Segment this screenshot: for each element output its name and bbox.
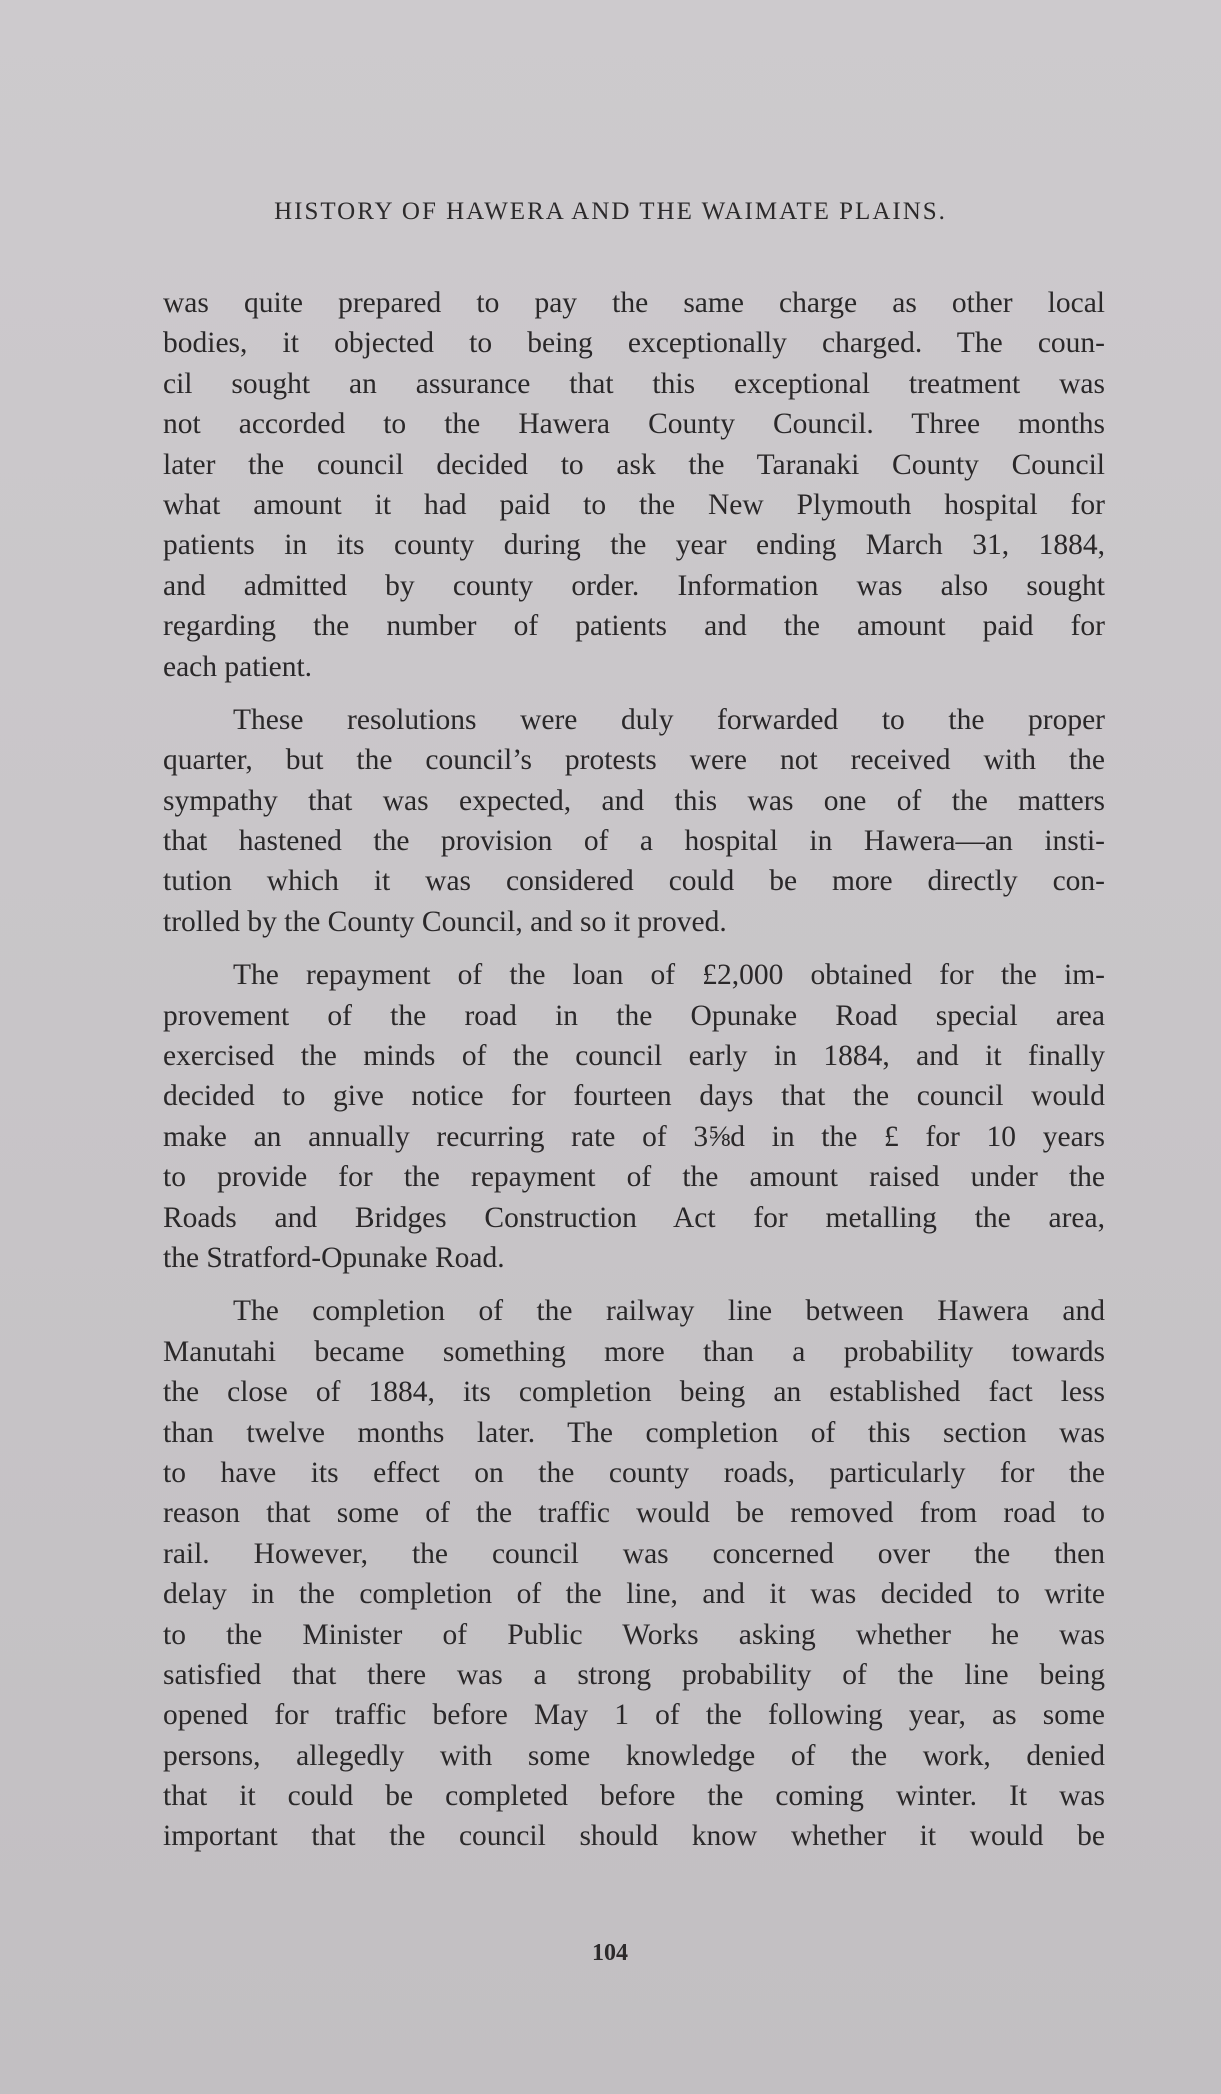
text-line: each patient. — [163, 650, 313, 683]
running-head-title: HISTORY OF HAWERA AND THE WAIMATE PLAINS. — [274, 198, 947, 225]
text-line: and admitted by county order. Information was also sought — [163, 569, 1105, 602]
body-text — [163, 283, 1105, 1870]
text-line: quarter, but the council’s protests were not received with the — [163, 744, 1105, 777]
text-line: patients in its county during the year ending March 31, 1884, — [163, 529, 1105, 562]
page-number: 104 — [592, 1940, 628, 1966]
text-line: The completion of the railway line between Hawera and — [233, 1295, 1105, 1328]
text-line: to have its effect on the county roads, particularly for the — [163, 1456, 1105, 1489]
text-line: important that the council should know whether it would be — [163, 1820, 1105, 1853]
text-line: to the Minister of Public Works asking whether he was — [163, 1618, 1105, 1651]
paragraph-hospital-charges — [163, 283, 1105, 687]
text-line: regarding the number of patients and the amount paid for — [163, 610, 1105, 643]
text-line: was quite prepared to pay the same charge as other local — [163, 287, 1105, 319]
text-line: not accorded to the Hawera County Council. Three months — [163, 408, 1105, 441]
text-line: Roads and Bridges Construction Act for metalling the area, — [163, 1201, 1105, 1234]
text-line: sympathy that was expected, and this was one of the matters — [163, 784, 1105, 817]
text-line: exercised the minds of the council early in 1884, and it finally — [163, 1040, 1105, 1073]
paragraph-loan-repayment — [163, 955, 1105, 1278]
text-line: provement of the road in the Opunake Road special area — [163, 999, 1105, 1032]
text-line: These resolutions were duly forwarded to the proper — [233, 703, 1105, 736]
text-line: reason that some of the traffic would be removed from road to — [163, 1497, 1105, 1530]
paragraph-railway-completion — [163, 1291, 1105, 1856]
paragraph-resolutions — [163, 700, 1105, 942]
text-line: that hastened the provision of a hospital in Hawera—an insti- — [163, 825, 1105, 858]
text-line: later the council decided to ask the Taranaki County Council — [163, 448, 1105, 481]
text-line: make an annually recurring rate of 3⅝d in the £ for 10 years — [163, 1120, 1105, 1153]
text-line: the Stratford-Opunake Road. — [163, 1241, 505, 1274]
text-line: The repayment of the loan of £2,000 obtained for the im- — [233, 959, 1105, 992]
text-line: persons, allegedly with some knowledge of the work, denied — [163, 1739, 1105, 1772]
text-line: that it could be completed before the coming winter. It was — [163, 1780, 1105, 1813]
text-line: tution which it was considered could be more directly con- — [163, 865, 1105, 898]
text-line: what amount it had paid to the New Plymouth hospital for — [163, 488, 1105, 521]
text-line: opened for traffic before May 1 of the following year, as some — [163, 1699, 1105, 1732]
text-line: satisfied that there was a strong probability of the line being — [163, 1658, 1105, 1691]
text-line: Manutahi became something more than a probability towards — [163, 1335, 1105, 1368]
text-line: rail. However, the council was concerned over the then — [163, 1537, 1105, 1570]
text-line: to provide for the repayment of the amount raised under the — [163, 1161, 1105, 1194]
text-line: the close of 1884, its completion being an established fact less — [163, 1376, 1105, 1409]
text-line: than twelve months later. The completion of this section was — [163, 1416, 1105, 1449]
text-line: cil sought an assurance that this exceptional treatment was — [163, 367, 1105, 400]
text-line: trolled by the County Council, and so it proved. — [163, 905, 727, 938]
text-line: decided to give notice for fourteen days that the council would — [163, 1080, 1105, 1113]
text-line: bodies, it objected to being exceptionally charged. The coun- — [163, 327, 1105, 360]
text-line: delay in the completion of the line, and it was decided to write — [163, 1578, 1105, 1611]
